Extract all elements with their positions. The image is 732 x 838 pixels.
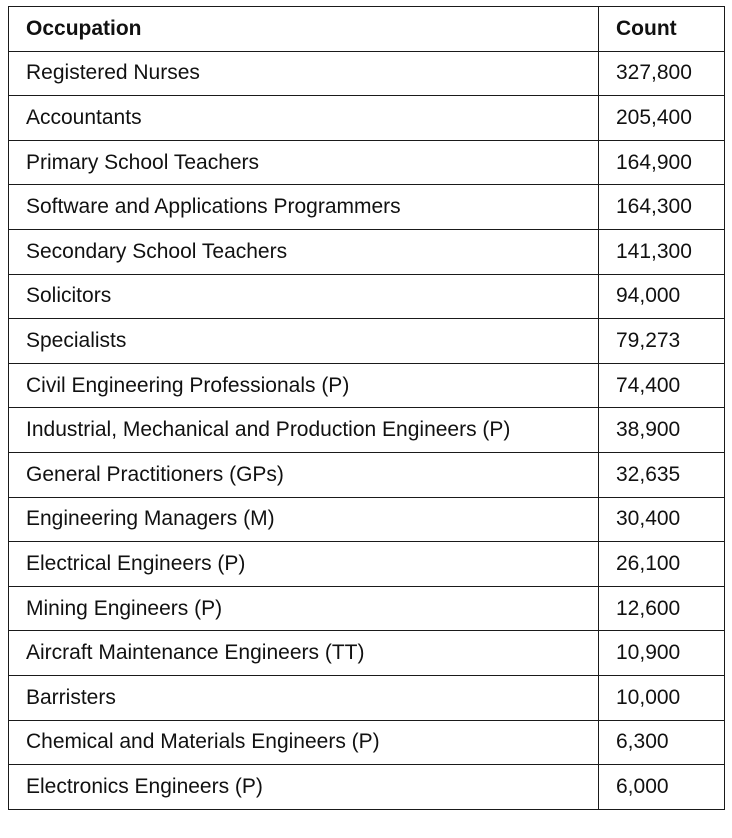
table-row: [9, 765, 725, 810]
occupation-cell: Secondary School Teachers: [9, 229, 599, 274]
table-row: [9, 586, 725, 631]
count-cell: 26,100: [599, 542, 725, 587]
occupation-cell: Specialists: [9, 319, 599, 364]
table-row: [9, 720, 725, 765]
table-row: [9, 497, 725, 542]
occupation-cell: Chemical and Materials Engineers (P): [9, 720, 599, 765]
table-row: [9, 363, 725, 408]
table-row: [9, 51, 725, 96]
count-cell: 10,000: [599, 675, 725, 720]
count-cell: 141,300: [599, 229, 725, 274]
table-header-row: [9, 7, 725, 52]
header-occupation: Occupation: [9, 7, 599, 52]
table-row: [9, 229, 725, 274]
occupation-cell: Registered Nurses: [9, 51, 599, 96]
table-row: [9, 542, 725, 587]
occupation-table: [8, 6, 725, 810]
table-row: [9, 631, 725, 676]
occupation-cell: Aircraft Maintenance Engineers (TT): [9, 631, 599, 676]
table-row: [9, 185, 725, 230]
count-cell: 12,600: [599, 586, 725, 631]
count-cell: 164,300: [599, 185, 725, 230]
occupation-cell: Software and Applications Programmers: [9, 185, 599, 230]
table-row: [9, 408, 725, 453]
count-cell: 79,273: [599, 319, 725, 364]
count-cell: 32,635: [599, 452, 725, 497]
count-cell: 38,900: [599, 408, 725, 453]
occupation-cell: Primary School Teachers: [9, 140, 599, 185]
table-row: [9, 274, 725, 319]
count-cell: 30,400: [599, 497, 725, 542]
occupation-cell: Barristers: [9, 675, 599, 720]
occupation-cell: Engineering Managers (M): [9, 497, 599, 542]
occupation-cell: Civil Engineering Professionals (P): [9, 363, 599, 408]
occupation-cell: Mining Engineers (P): [9, 586, 599, 631]
occupation-cell: General Practitioners (GPs): [9, 452, 599, 497]
header-count: Count: [599, 7, 725, 52]
count-cell: 94,000: [599, 274, 725, 319]
count-cell: 10,900: [599, 631, 725, 676]
count-cell: 327,800: [599, 51, 725, 96]
table-row: [9, 319, 725, 364]
occupation-cell: Solicitors: [9, 274, 599, 319]
table-container: [8, 6, 725, 810]
occupation-cell: Accountants: [9, 96, 599, 141]
occupation-cell: Electrical Engineers (P): [9, 542, 599, 587]
count-cell: 74,400: [599, 363, 725, 408]
occupation-cell: Electronics Engineers (P): [9, 765, 599, 810]
occupation-cell: Industrial, Mechanical and Production Engineers (P): [9, 408, 599, 453]
table-row: [9, 96, 725, 141]
table-row: [9, 675, 725, 720]
table-row: [9, 140, 725, 185]
count-cell: 6,300: [599, 720, 725, 765]
count-cell: 6,000: [599, 765, 725, 810]
count-cell: 164,900: [599, 140, 725, 185]
table-row: [9, 452, 725, 497]
count-cell: 205,400: [599, 96, 725, 141]
